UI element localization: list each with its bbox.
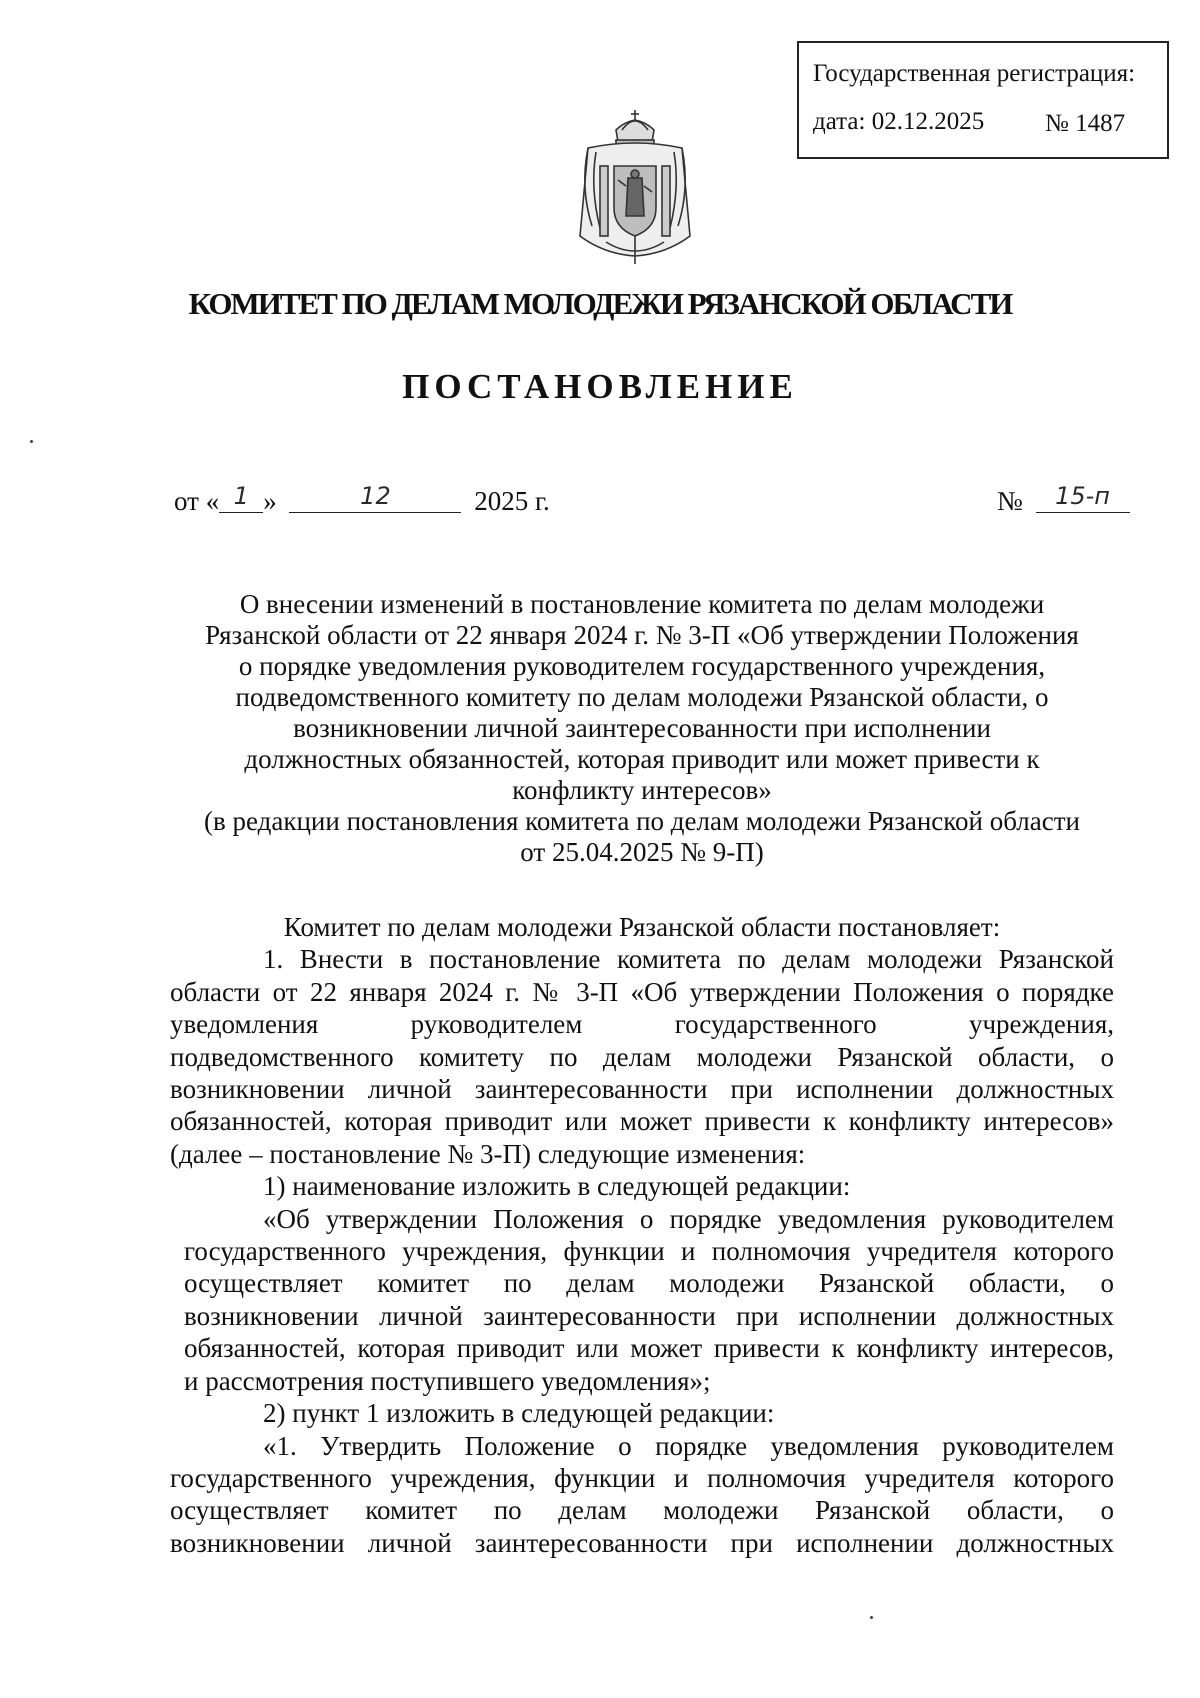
subitem-2: 2) пункт 1 изложить в следующей редакции:: [263, 1398, 775, 1429]
document-number: [997, 482, 1130, 517]
title-line: возникновении личной заинтересованности при исполнении: [293, 713, 991, 743]
document-title: [170, 589, 1114, 868]
quote2-line: «1. Утвердить Положение о порядке уведомления руководителем: [263, 1430, 1114, 1461]
title-line: подведомственного комитету по делам молодежи Рязанской области, о: [235, 682, 1049, 712]
date-mid: »: [263, 486, 277, 516]
coat-of-arms-emblem: [570, 108, 700, 266]
date-month-handwritten: 12: [360, 482, 391, 510]
quote2-line: возникновении личной заинтересованности при исполнении должностных: [170, 1527, 1114, 1558]
number-prefix: №: [997, 486, 1023, 516]
item1-line: подведомственного комитету по делам молодежи Рязанской области, о: [170, 1041, 1114, 1072]
item1-line: области от 22 января 2024 г. № 3-П «Об утверждении Положения о порядке: [170, 976, 1114, 1007]
registration-number: № 1487: [1045, 110, 1126, 137]
quote1-line: «Об утверждении Положения о порядке уведомления руководителем: [263, 1203, 1114, 1234]
quote1-line: обязанностей, которая приводит или может привести к конфликту интересов,: [184, 1333, 1114, 1364]
date-month-field: [289, 482, 461, 513]
committee-name: КОМИТЕТ ПО ДЕЛАМ МОЛОДЕЖИ РЯЗАНСКОЙ ОБЛАСТИ: [188, 286, 1012, 321]
item1-line: (далее – постановление № 3-П) следующие изменения:: [170, 1138, 806, 1169]
scan-speck: [30, 440, 33, 443]
document-body: [170, 911, 1114, 1559]
quote1-line: и рассмотрения поступившего уведомления»;: [184, 1365, 711, 1396]
title-line: (в редакции постановления комитета по делам молодежи Рязанской области: [204, 806, 1080, 836]
document-type: ПОСТАНОВЛЕНИЕ: [402, 367, 798, 406]
number-field: [1036, 482, 1130, 513]
item1-line: 1. Внести в постановление комитета по делам молодежи Рязанской: [263, 944, 1114, 975]
scan-speck: [870, 1616, 873, 1619]
date-day-field: [219, 482, 263, 513]
document-date: [174, 482, 550, 517]
date-year: 2025 г.: [474, 486, 550, 516]
registration-title: Государственная регистрация:: [813, 60, 1136, 87]
number-handwritten: 15-п: [1055, 482, 1110, 510]
registration-stamp: [797, 41, 1169, 159]
title-line: конфликту интересов»: [512, 775, 772, 805]
date-day-handwritten: 1: [233, 482, 249, 510]
quote1-line: возникновении личной заинтересованности при исполнении должностных: [184, 1300, 1114, 1331]
subitem-1: 1) наименование изложить в следующей редакции:: [263, 1171, 851, 1202]
date-prefix: от «: [174, 486, 220, 516]
item1-line: возникновении личной заинтересованности при исполнении должностных: [170, 1074, 1114, 1105]
item1-line: обязанностей, которая приводит или может привести к конфликту интересов»: [170, 1106, 1114, 1137]
title-line: О внесении изменений в постановление комитета по делам молодежи: [239, 589, 1045, 619]
title-line: Рязанской области от 22 января 2024 г. № 3-П «Об утверждении Положения: [205, 620, 1079, 650]
quote1-line: государственного учреждения, функции и полномочия учредителя которого: [184, 1236, 1114, 1267]
quote1-line: осуществляет комитет по делам молодежи Рязанской области, о: [184, 1268, 1114, 1299]
registration-date: дата: 02.12.2025: [813, 108, 985, 135]
title-line: от 25.04.2025 № 9-П): [520, 837, 764, 867]
title-line: о порядке уведомления руководителем государственного учреждения,: [238, 651, 1046, 681]
quote2-line: государственного учреждения, функции и полномочия учредителя которого: [170, 1462, 1114, 1493]
title-line: должностных обязанностей, которая приводит или может привести к: [244, 744, 1040, 774]
resolution-intro: Комитет по делам молодежи Рязанской области постановляет:: [283, 912, 1001, 942]
item1-line: уведомления руководителем государственного учреждения,: [170, 1009, 1114, 1040]
quote2-line: осуществляет комитет по делам молодежи Рязанской области, о: [170, 1495, 1114, 1526]
